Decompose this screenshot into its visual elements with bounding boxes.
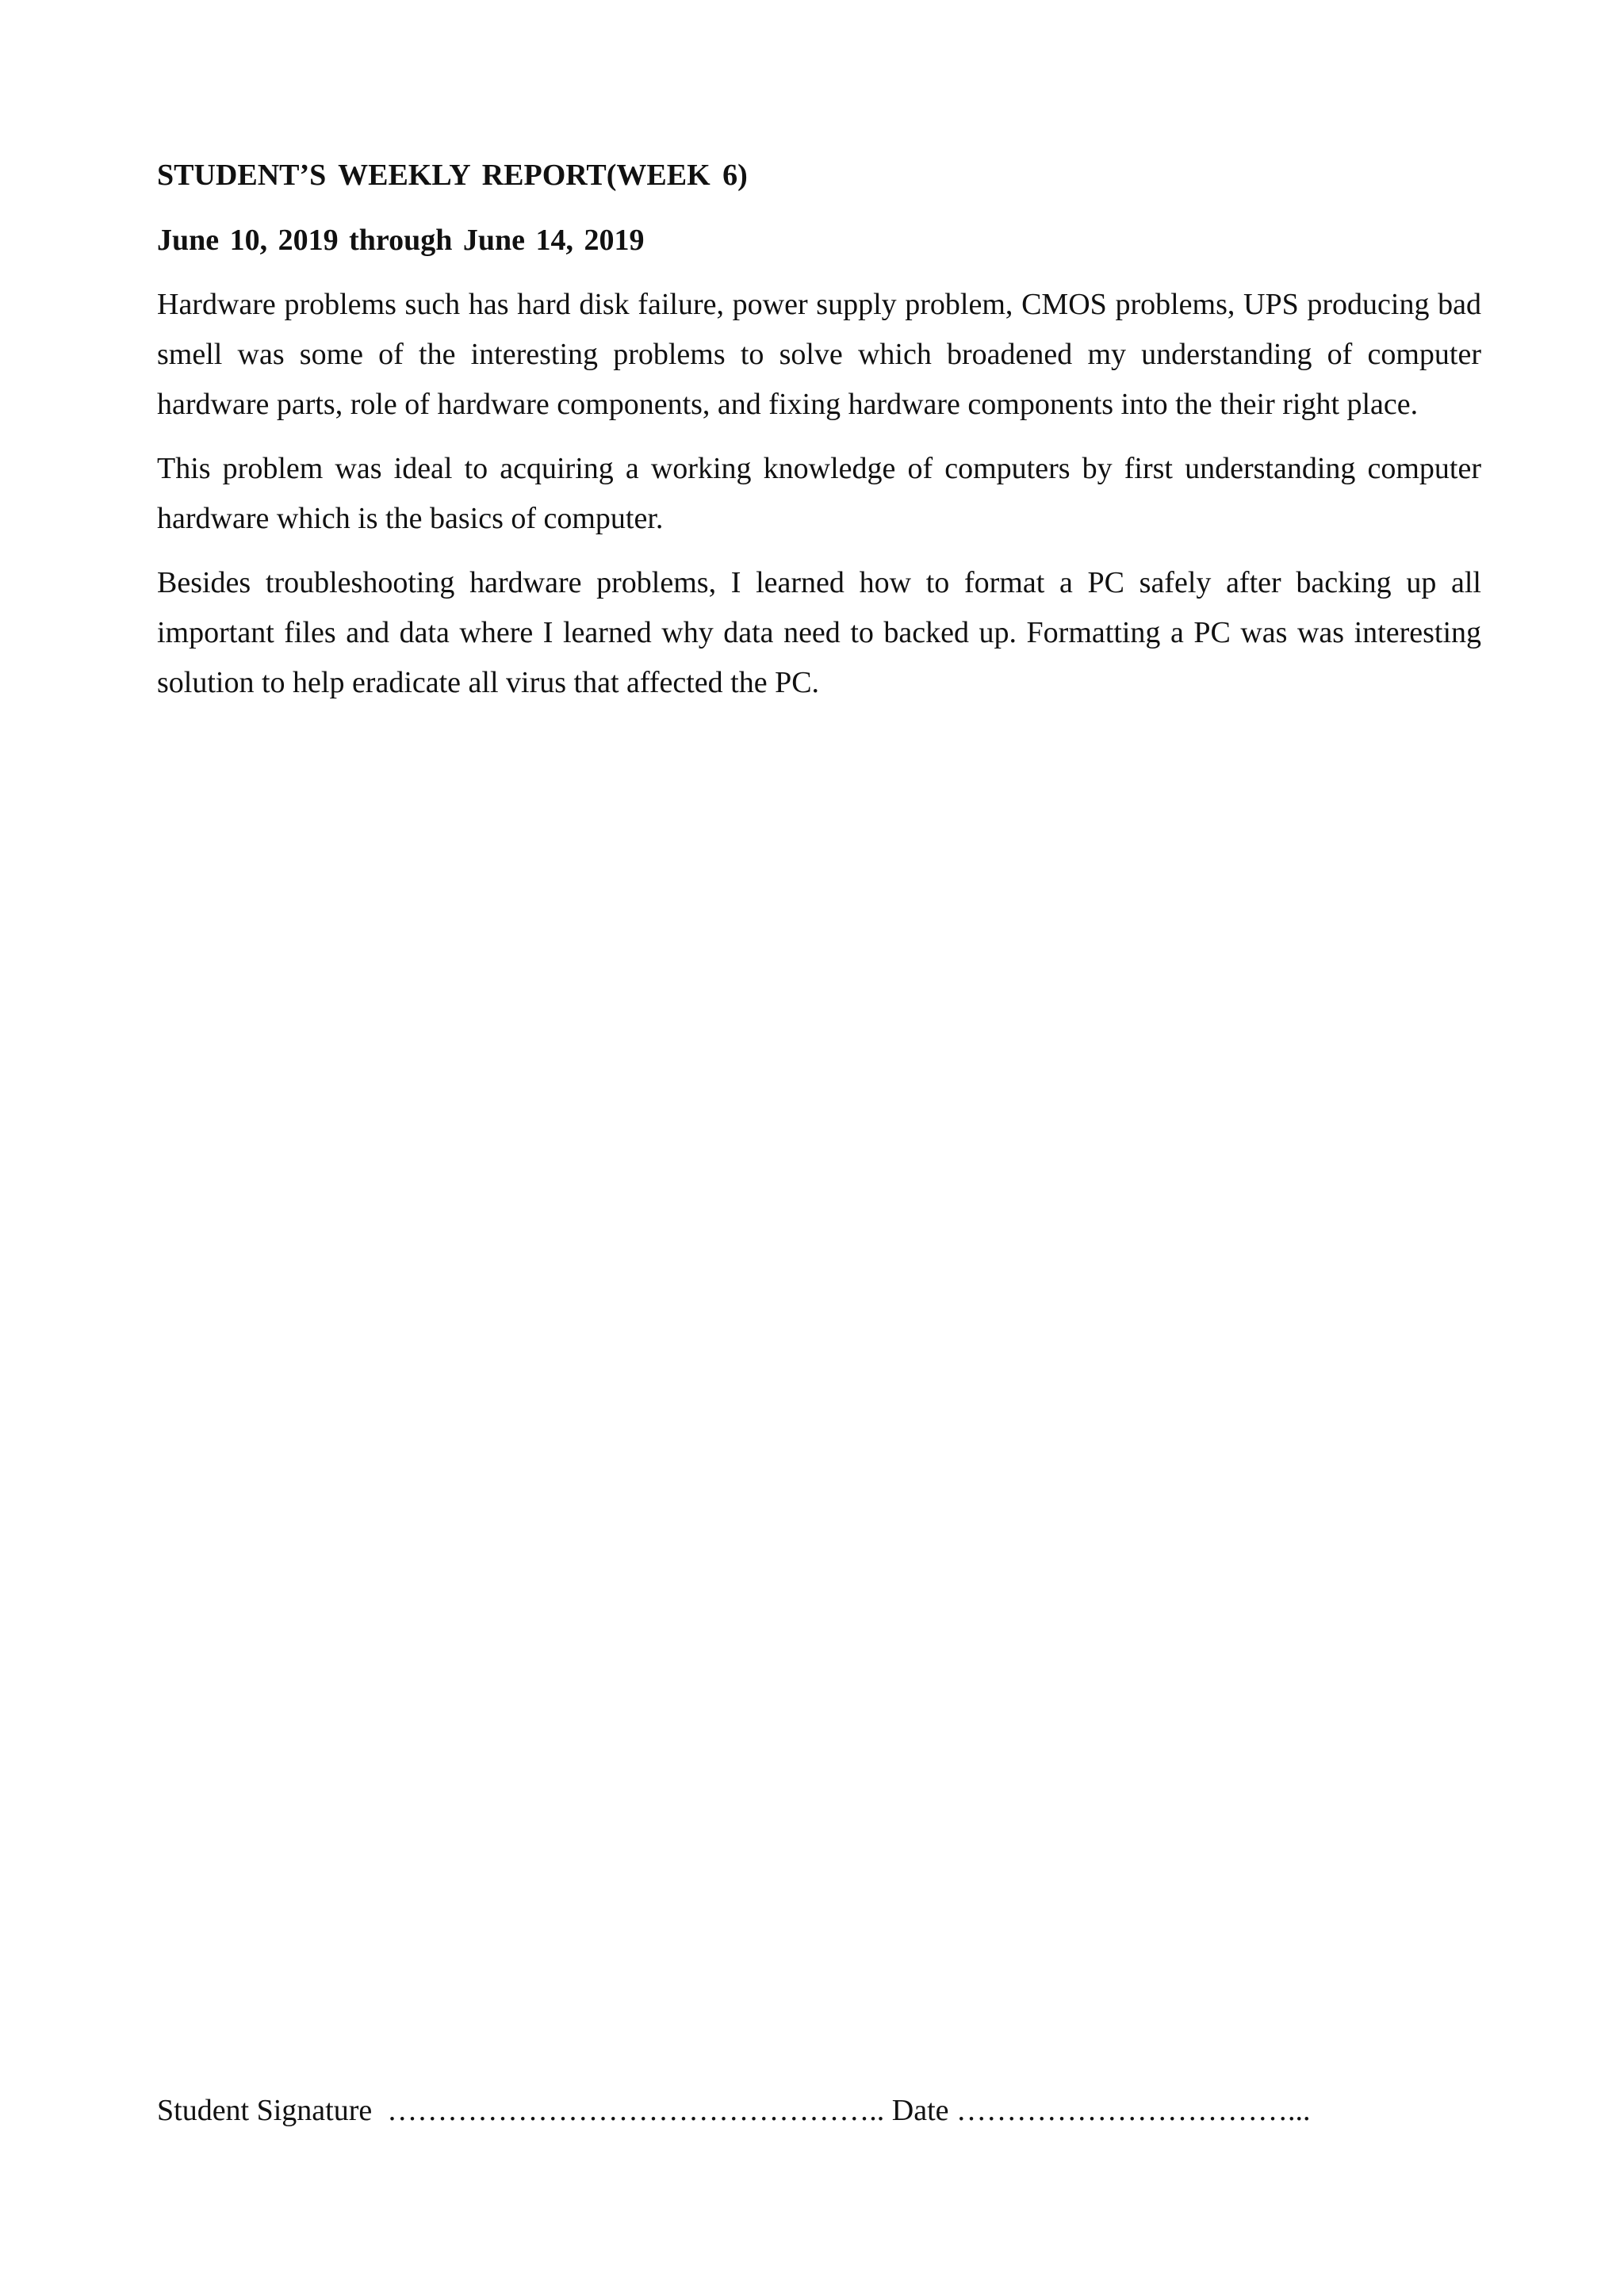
signature-field[interactable]: ………………………………………….. [387,2094,885,2127]
paragraph-hardware-problems: Hardware problems such has hard disk failure, power supply problem, CMOS problems, UPS producing bad smell was some of the interesting problems to solve which broadened my understanding of computer hardware parts, role of hardware components, and fixing hardware components into the their right place. [157,288,1481,421]
date-field[interactable]: ……………………………... [956,2094,1311,2127]
signature-label: Student Signature [157,2094,373,2127]
paragraph-formatting-pc: Besides troubleshooting hardware problems, I learned how to format a PC safely after backing up all important files and data where I learned why data need to backed up. Formatting a PC was was interesting solution to help eradicate all virus that affected the PC. [157,566,1481,699]
date-label: Date [891,2094,949,2127]
report-title: STUDENT’S WEEKLY REPORT(WEEK 6) [157,159,748,192]
signature-date-line [157,2090,1505,2131]
paragraph-working-knowledge: This problem was ideal to acquiring a working knowledge of computers by first understanding computer hardware which is the basics of computer. [157,452,1481,535]
report-body [157,155,1481,722]
report-date-range: June 10, 2019 through June 14, 2019 [157,224,645,257]
